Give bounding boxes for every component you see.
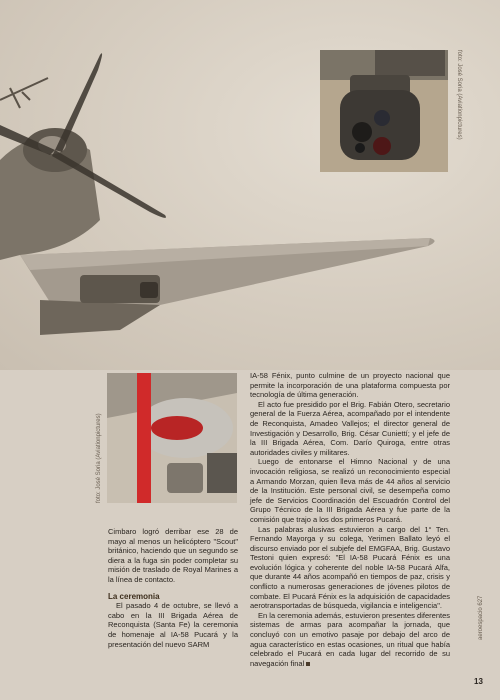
lens-3 [373,137,391,155]
lens-2 [374,110,390,126]
right-paragraph-3: Luego de entonarse el Himno Nacional y de una invocación religiosa, se realizó un reconocimiento especial a Armando Morzan, quien lleva más de 44 años al servicio de la Institución. Este personal civil, se desempeña como jefe de Servicios Coordinación del Escuadrón Control del Grupo Técnico de la III Brigada Aérea y fue parte de la comisión que trajo a los dos primeros Pucará. [250,457,450,524]
magazine-side-label: aeroespacio 627 [478,595,484,640]
left-intro-paragraph: Cimbaro logró derribar ese 28 de mayo al menos un helicóptero "Scout" británico, haciendo que un segundo se diera a la fuga sin poder completar su misión de traslado de Royal Marines a la línea de contacto. [108,527,238,584]
pod-red-band [151,416,203,440]
streamer [137,373,151,503]
photo-credit-mid: foto: José Soria (Aviationpictures) [96,413,102,503]
right-paragraph-1: IA-58 Fénix, punto culmine de un proyecto nacional que permite la incorporación de una plataforma compuesta por tecnología de última generación. [250,371,450,400]
pylon-detail [140,282,158,298]
right-paragraph-2: El acto fue presidido por el Brig. Fabián Otero, secretario general de la Fuerza Aérea, acompañado por el intendente de Reconquista, Amadeo Vallejos; el director general de Investigación y Desarrollo, Brig. César Cuniettí; y el jefe de la III Brigada Aérea, Com. Darío Quiroga, entre otras autoridades civiles y militares. [250,399,450,457]
lens-1 [352,122,372,142]
photo-sensor-turret [320,50,448,172]
end-of-article-mark [306,662,310,666]
right-column [250,371,450,668]
photo-pod-streamer [107,373,237,503]
page-number: 13 [474,677,483,686]
right-paragraph-5-text: En la ceremonia además, estuvieron presentes diferentes sistemas de armas para acompañar la jornada, que concluyó con un emotivo pasaje por debajo del arco de agua característico en estas ocasiones, un ritual que había celebrado el Pucará en cada lugar del recorrido de su navegación final [250,610,450,668]
photo-credit-top: foto: José Soria (Aviationpictures) [456,50,462,140]
left-ceremony-paragraph: El pasado 4 de octubre, se llevó a cabo en la III Brigada Aérea de Reconquista (Santa Fe) la ceremonia de homenaje al IA-58 Pucará y la presentación del nuevo SARM [108,601,238,649]
wing-underside [40,300,160,335]
lens-4 [355,143,365,153]
left-column [108,527,238,649]
right-paragraph-5 [250,611,450,669]
section-heading: La ceremonia [108,591,160,601]
antenna [0,78,48,108]
right-paragraph-4: Las palabras alusivas estuvieron a cargo del 1° Ten. Fernando Mayorga y su colega, Yerimen Ballato leyó el discurso enviado por el subjefe del EMGFAA, Brig. Gustavo Testoni quien expresó: "El IA-58 Pucará Fénix es una evolución lógica y coherente del noble IA-58 Pucará Alfa, que durante 44 años acompañó en tiempos de paz, crisis y conflicto a numerosas generaciones de jóvenes pilotos de combate. El Pucará Fénix es la adquisición de capacidades aerotransportadas de búsqueda, vigilancia e inteligencia". [250,524,450,611]
